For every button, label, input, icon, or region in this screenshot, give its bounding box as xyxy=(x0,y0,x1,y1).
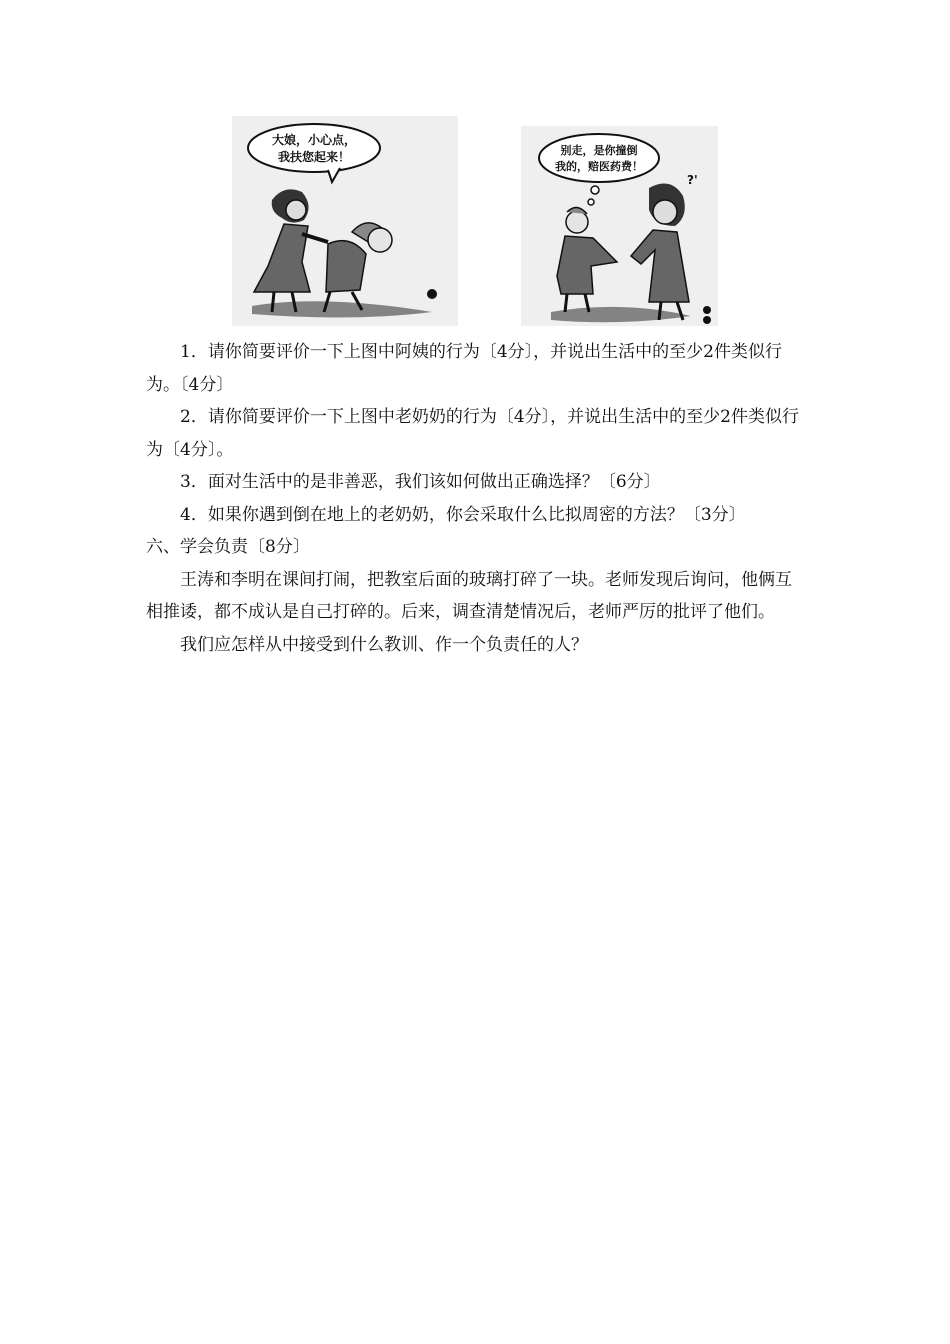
section-6-question: 我们应怎样从中接受到什么教训、作一个负责任的人？ xyxy=(180,634,588,655)
cartoon-helping-grandma xyxy=(232,116,458,326)
cartoon-grandma-blaming-drawing xyxy=(521,126,718,326)
document-body xyxy=(146,336,808,661)
section-6-heading: 六、学会负责〔8分〕 xyxy=(146,537,310,557)
cartoon-helping-grandma-drawing xyxy=(232,116,458,326)
question-4: 4．如果你遇到倒在地上的老奶奶，你会采取什么比拟周密的方法？〔3分〕 xyxy=(180,504,746,525)
cartoon-grandma-blaming xyxy=(521,126,718,326)
question-3: 3．面对生活中的是非善恶，我们该如何做出正确选择？〔6分〕 xyxy=(180,472,661,492)
confused-mark: ?' xyxy=(687,173,698,187)
left-speech-line2: 我扶您起来！ xyxy=(277,150,351,164)
left-speech-line1: 大娘，小心点， xyxy=(271,133,357,147)
right-speech-line2: 我的，赔医药费！ xyxy=(555,160,643,173)
section-6-paragraph: 王涛和李明在课间打闹，把教室后面的玻璃打碎了一块。老师发现后询问，他俩互相推诿，都不成认是自己打碎的。后来，调查清楚情况后，老师严厉的批评了他们。 xyxy=(146,569,792,622)
right-speech-line1: 别走，是你撞倒 xyxy=(560,144,638,157)
question-1: 1．请你简要评价一下上图中阿姨的行为〔4分〕，并说出生活中的至少2件类似行为。〔4分〕 xyxy=(146,342,782,395)
question-2: 2．请你简要评价一下上图中老奶奶的行为〔4分〕，并说出生活中的至少2件类似行为〔4分〕。 xyxy=(146,407,799,460)
